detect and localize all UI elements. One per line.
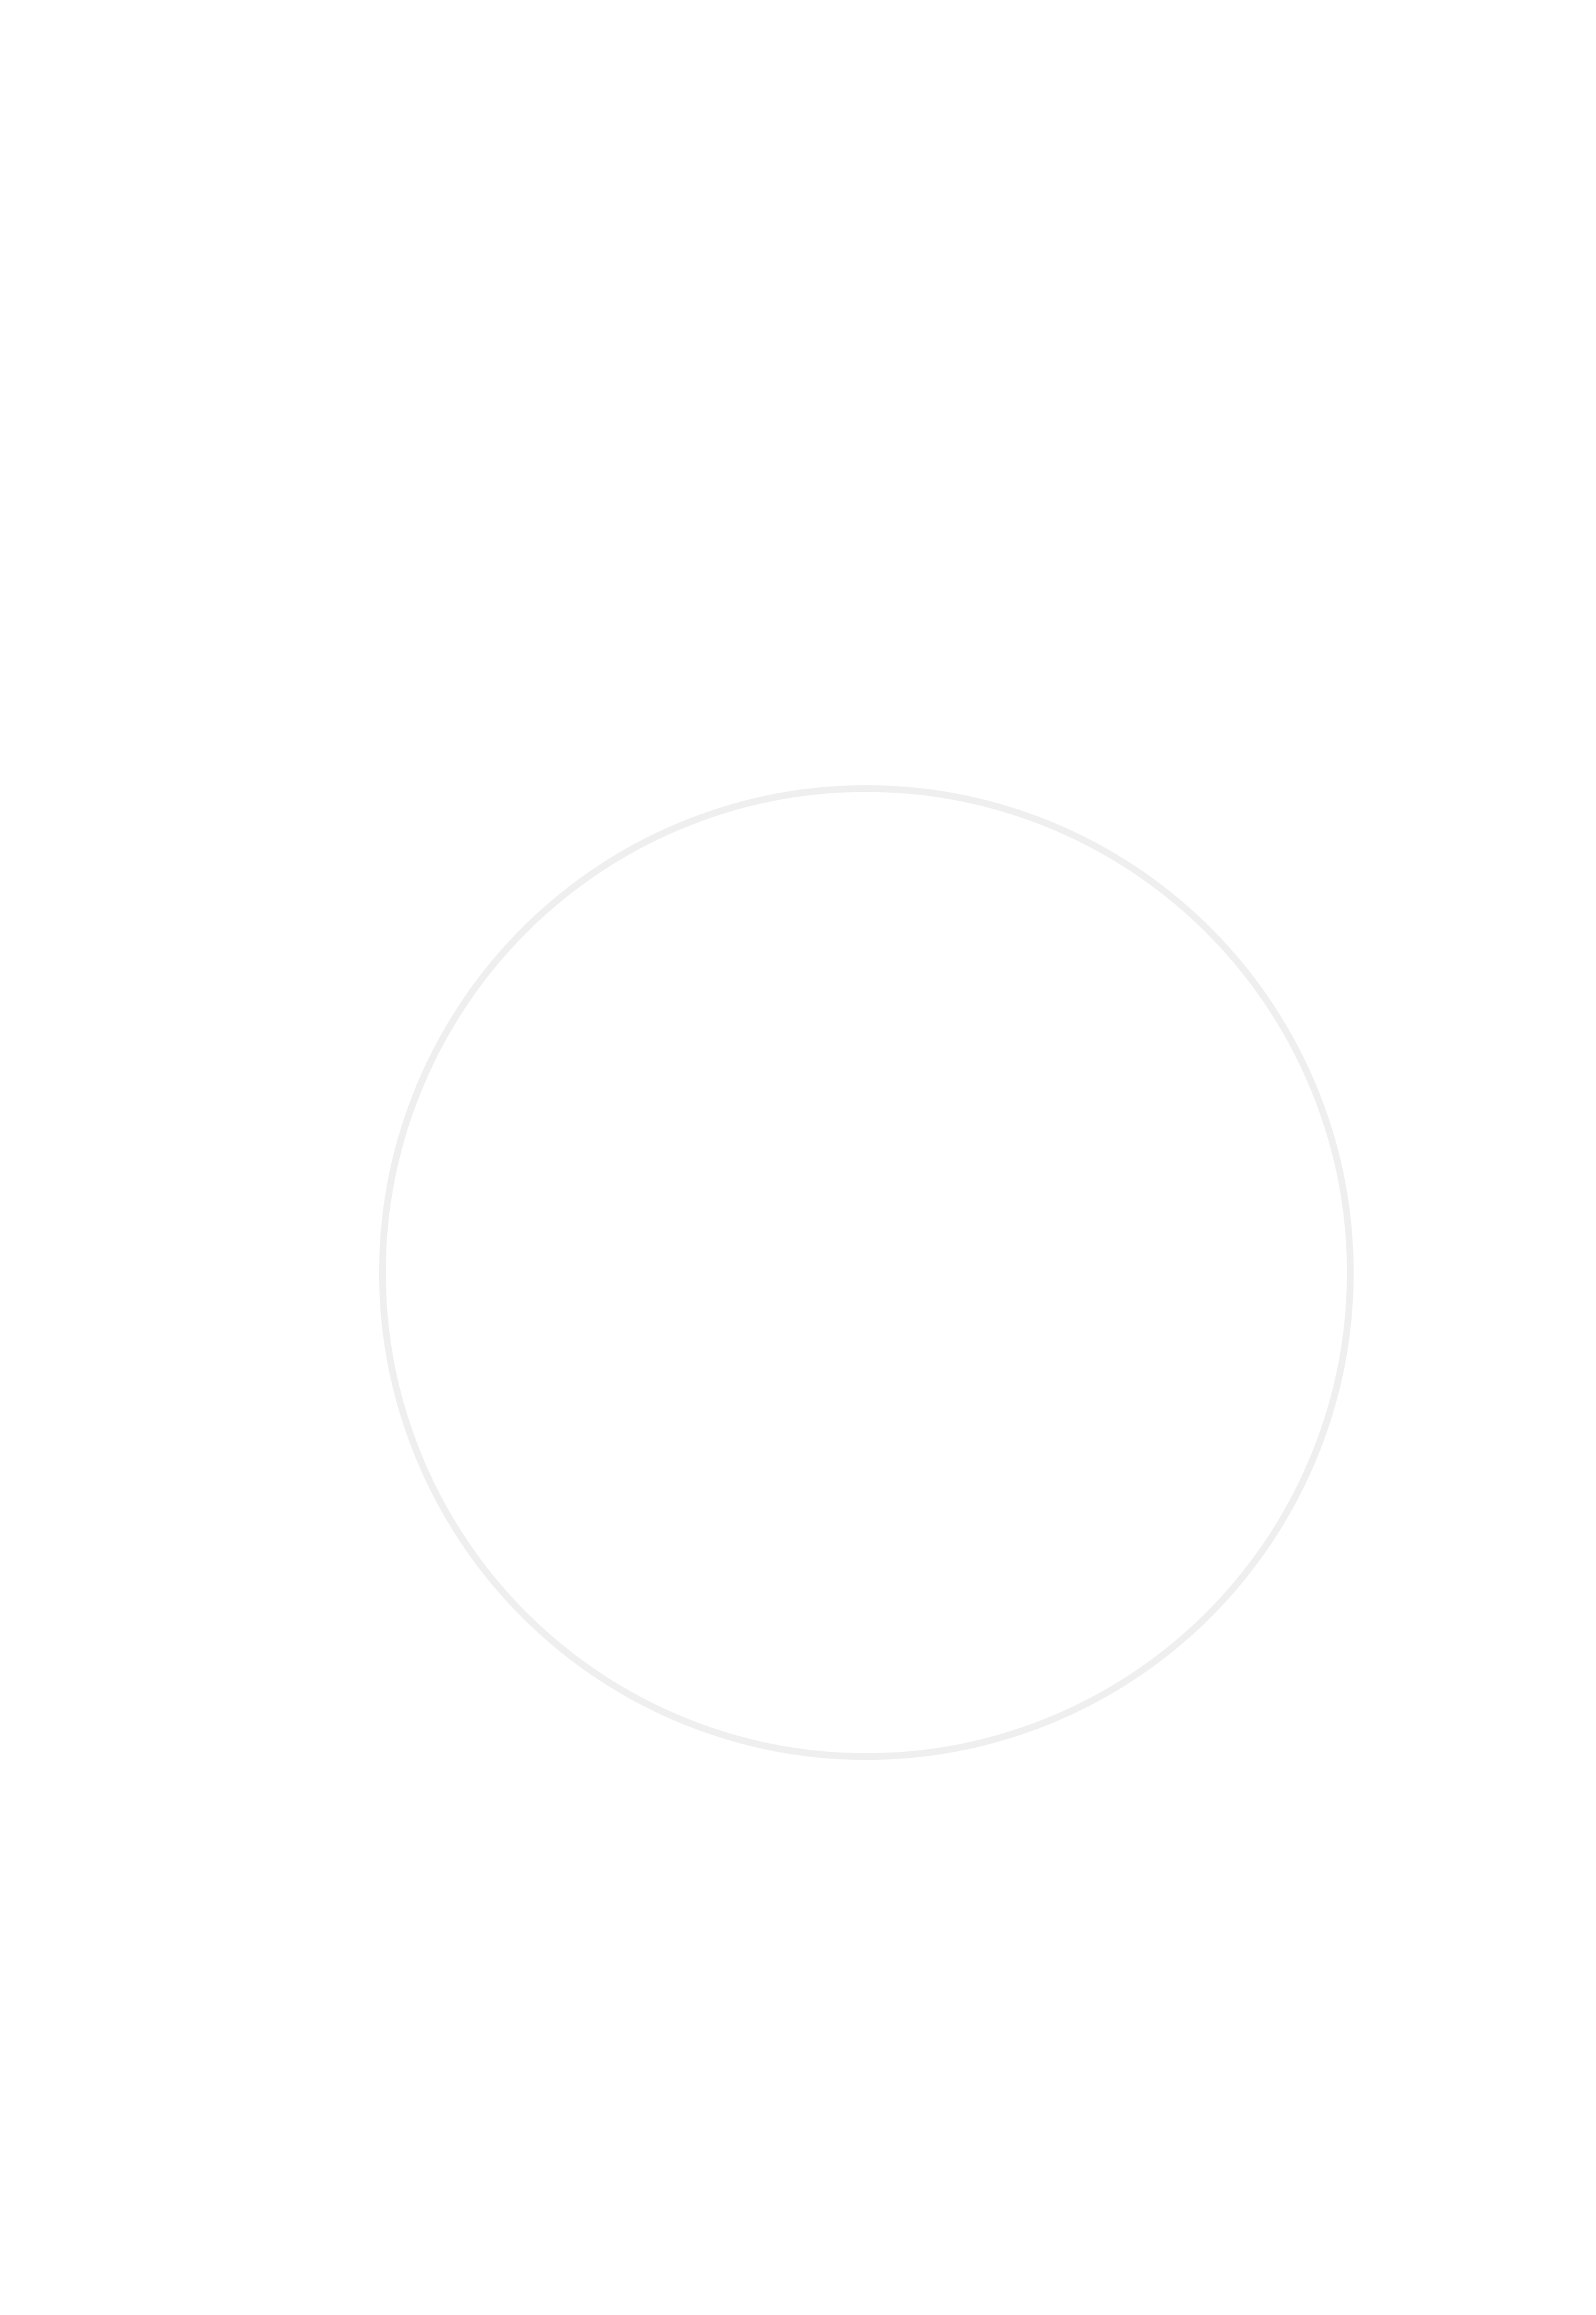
archive-stamp-watermark — [379, 785, 1354, 1760]
